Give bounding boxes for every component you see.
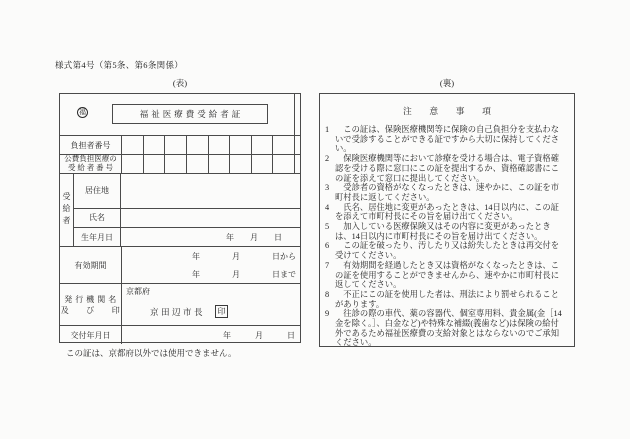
note-text: 受診者の資格がなくなったときは、速やかに、この証を市町村長に返してください。 [335,183,560,202]
valid-to-units: 年 月 日まで [192,269,296,279]
note-text: 不正にこの証を使用した者は、刑法により罰せられることがあります。 [335,289,560,309]
right-strip-cell [294,94,300,135]
valid-period-label: 有効期間 [60,247,122,283]
valid-period-values [122,247,300,283]
note-text: 加入している医療保険又はその内容に変更があったときは、14日以内に市町村長にその旨を届け出てください。 [335,222,551,241]
note-item [320,183,567,202]
birth-date-units: 年 月 日 [226,232,282,242]
note-text: 往診の際の車代、薬の容器代、個室専用料、貴金属(金［14金を除く。］、白金など)や特殊な補綴(義歯など)は保険の給付外であるため福祉医療費の支給対象とはならないのでご承知ください。 [335,309,562,348]
note-number: 1 [325,125,330,134]
number-cell [143,136,165,154]
number-cell [229,155,251,173]
residence-row [74,174,300,209]
note-number: 4 [325,202,330,212]
payer-number-label: 負担者番号 [60,136,122,154]
recipient-number-label [60,155,122,173]
notes-list [320,125,574,348]
residence-label: 居住地 [74,174,121,208]
issuer-prefecture: 京都府 [126,287,150,296]
recipient-number-row [60,155,300,174]
number-cell [272,155,294,173]
issuer-name: 京田辺市長 [150,306,206,317]
note-number: 3 [325,183,330,193]
front-footnote: この証は、京都府以外では使用できません。 [66,348,237,358]
note-number: 7 [325,260,330,270]
payer-number-cells [122,136,294,154]
category-mark-circle: 福 [79,108,86,116]
note-item [320,222,567,241]
note-text: この証を破ったり、汚したり又は紛失したときは再交付を受けてください。 [335,241,560,261]
number-cell [186,136,208,154]
issue-date-units: 年 月 日 [223,330,295,340]
number-cell [208,136,230,154]
number-cell [164,136,186,154]
issuer-signature-line [150,305,228,318]
number-cell [251,155,273,173]
seal-box: 印 [215,305,228,318]
number-cell [122,155,143,173]
note-text: 有効期間を経過したとき又は資格がなくなったときは、この証を使用することができませんから、速やかに市町村長に返してください。 [335,260,560,290]
residence-value [121,174,300,208]
number-cell [229,136,251,154]
issuer-label [60,284,122,325]
note-item [320,309,567,348]
birth-date-label: 生年月日 [74,228,121,246]
payer-number-row [60,136,300,155]
recipient-group-label-cell [60,174,74,246]
right-strip-cell [294,136,300,154]
name-label: 氏名 [74,209,121,228]
issue-date-row [60,326,300,344]
number-cell [208,155,230,173]
number-cell [122,136,143,154]
recipient-number-label-line2: 受 給 者 番 号 [68,163,113,172]
number-cell [251,136,273,154]
issuer-row [60,284,300,326]
number-cell [186,155,208,173]
issuer-label-line1: 発 行 機 関 名 [64,294,117,304]
issue-date-label: 交付年月日 [60,326,122,344]
number-cell [272,136,294,154]
title-row [60,94,300,136]
issuer-label-line2: 及 び 印 [60,305,121,315]
number-cell [143,155,165,173]
name-row [74,209,300,229]
valid-period-row [60,247,300,284]
recipient-group-label: 受給者 [62,192,71,228]
notes-title: 注 意 事 項 [403,106,491,116]
note-text: 氏名、居住地に変更があったときは、14日以内に、この証を添えて市町村長にその旨を届け出てください。 [335,202,559,222]
note-item [320,290,567,309]
recipient-group-row [60,174,300,247]
right-strip-cell [294,155,300,173]
recipient-subrows [74,174,300,246]
note-item [320,261,567,290]
note-number: 8 [325,289,330,299]
birth-date-row [74,228,300,246]
front-side-label: (表) [172,78,188,88]
note-number: 5 [325,222,330,232]
note-text: この証は、保険医療機関等に保険の自己負担分を支払わないで受診することができる証ですから大切に保持してください。 [335,125,560,154]
name-value [121,209,300,228]
note-number: 9 [325,309,330,319]
certificate-back-card [319,93,575,347]
note-item [320,154,567,183]
note-text: 保険医療機関等において診療を受ける場合は、電子資格確認を受ける際に窓口にこの証を提出するか、資格確認書にこの証を添えて窓口に提出してください。 [335,154,560,183]
certificate-front-card [59,93,301,343]
recipient-number-label-line1: 公費負担医療の [64,154,117,164]
note-item [320,241,567,260]
note-item [320,125,567,154]
note-number: 2 [325,154,330,164]
note-number: 6 [325,241,330,251]
form-number: 様式第4号（第5条、第6条関係） [55,60,184,70]
number-cell [164,155,186,173]
valid-from-units: 年 月 日から [192,251,296,261]
title-row-content [60,94,294,135]
recipient-number-cells [122,155,294,173]
issuer-value [122,284,300,325]
note-item [320,203,567,222]
back-side-label: (裏) [439,78,455,88]
certificate-title: 福祉医療費受給者証 [112,104,268,124]
